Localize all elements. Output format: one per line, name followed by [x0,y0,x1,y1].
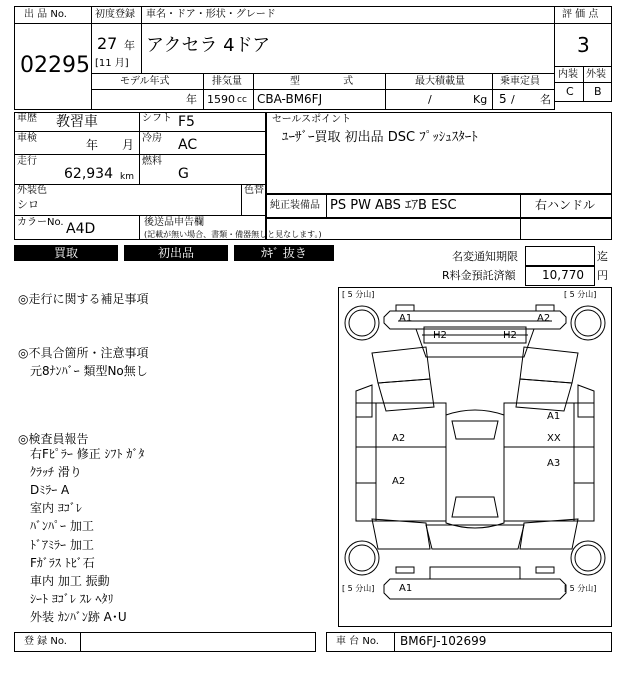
displacement-label: 排気量 [212,76,242,87]
mileage-unit: km [120,172,134,182]
mark-front-right: A2 [537,313,551,324]
deadline-label: 名変通知期限 [452,250,518,263]
max-load-label: 最大積載量 [415,76,465,87]
tag-buyback: 買取 [14,245,118,261]
ext-color-value: シロ [17,198,39,211]
evaluation-label: 評 価 点 [562,9,599,20]
blank-right-box [266,218,612,240]
mark-hood-left: H2 [433,330,447,341]
exterior-label: 外装 [586,69,606,80]
aftermarket-note: (記載が無い場合、書類・備器無しと見なします。) [144,230,322,239]
mark-hood-right: H2 [503,330,517,341]
tag-first-listing: 初出品 [124,245,228,261]
tire-fl-label: [ 5 分山] [342,290,375,299]
report-line-3: Dﾐﾗｰ A [30,483,70,497]
first-registration-month: [11 月] [95,58,129,69]
report-line-1: 右Fﾋﾟﾗｰ 修正 ｼﾌﾄ ｶﾞﾀ [30,447,145,461]
mark-left-lower: A2 [392,476,406,487]
shift-label: シフト [142,113,172,124]
capacity-label: 乗車定員 [500,76,540,87]
aftermarket-label: 後送品申告欄 [144,217,204,228]
report-line-5: ﾊﾞﾝﾊﾟｰ 加工 [30,519,94,533]
defects-title: ◎不具合箇所・注意事項 [18,346,149,360]
capacity-unit: 名 [540,93,551,106]
first-registration-label: 初度登録 [95,9,135,20]
exterior-grade: B [594,85,602,98]
lot-number: 02295 [20,53,90,78]
year-unit: 年 [124,39,135,52]
recycle-unit: 円 [597,269,608,282]
model-year-unit: 年 [186,93,197,106]
color-change-label: 色替 [244,185,264,196]
mark-front-left: A1 [399,313,413,324]
mark-right-xx: XX [547,433,561,444]
lot-number-label: 出 品 No. [24,9,67,20]
mark-right-a3: A3 [547,458,561,469]
sales-point-label: セールスポイント [272,114,352,125]
type-label: 型 式 [290,76,354,87]
mileage-value: 62,934 [64,166,113,182]
report-line-4: 室内 ﾖｺﾞﾚ [30,501,82,515]
report-line-2: ｸﾗｯﾁ 滑り [30,465,82,479]
mark-right-a1: A1 [547,411,561,422]
tire-rr-label: [ 5 分山] [564,584,597,593]
evaluation-score: 3 [577,33,590,57]
equipment-label: 純正装備品 [270,200,320,211]
fuel-value: G [178,166,189,182]
interior-label: 内装 [558,69,578,80]
car-diagram [338,287,612,627]
inspection-year-unit: 年 [86,138,99,152]
tag-key-removed: ｶｷﾞ 抜き [234,245,334,261]
capacity-slash: / [511,93,515,106]
history-value: 教習車 [56,114,98,130]
fuel-label: 燃料 [142,156,162,167]
history-label: 車歴 [17,113,37,124]
equipment-value: PS PW ABS ｴｱB ESC [330,198,457,213]
inspection-label: 車検 [17,133,37,144]
color-no-label: カラーNo. [17,217,64,228]
info-grid [14,112,266,216]
report-line-7: Fｶﾞﾗｽ ﾄﾋﾞ石 [30,556,95,570]
chassis-no-value: BM6FJ-102699 [400,634,487,648]
registration-no-label: 登 録 No. [24,636,67,647]
steering-value: 右ハンドル [535,198,596,212]
inspector-report-title: ◎検査員報告 [18,432,89,446]
mark-left-upper: A2 [392,433,406,444]
chassis-no-label: 車 台 No. [336,636,379,647]
capacity-value: 5 [499,92,507,106]
driving-notes-title: ◎走行に関する補足事項 [18,292,149,306]
interior-grade: C [566,85,574,98]
first-registration-year: 27 [97,34,118,53]
displacement-value: 1590 [207,93,235,106]
report-line-6: ﾄﾞｱﾐﾗｰ 加工 [30,538,94,552]
color-no-value: A4D [66,221,96,237]
mileage-label: 走行 [17,156,37,167]
report-line-8: 車内 加工 振動 [30,574,110,588]
ac-label: 冷房 [142,133,162,144]
displacement-unit: cc [237,95,247,105]
ext-color-label: 外装色 [17,185,47,196]
deadline-box [525,246,595,266]
sales-point-text: ﾕｰｻﾞｰ買取 初出品 DSC ﾌﾟｯｼｭｽﾀｰﾄ [282,130,478,145]
model-year-label: モデル年式 [120,76,170,87]
recycle-value: 10,770 [542,268,584,282]
shift-value: F5 [178,114,195,130]
max-load-slash: / [428,93,432,106]
deadline-unit: 迄 [597,250,608,263]
inspection-month-unit: 月 [122,138,135,152]
car-name-label: 車名・ドア・形状・グレード [146,9,276,20]
recycle-label: R料金預託済額 [442,269,516,282]
type-code: CBA-BM6FJ [257,92,323,106]
car-name: アクセラ 4ドア [146,35,271,56]
report-line-9: ｼｰﾄ ﾖｺﾞﾚ ｽﾚ ﾍﾀﾘ [30,592,114,606]
tire-fr-label: [ 5 分山] [564,290,597,299]
report-line-10: 外装 ｶﾝﾊﾞﾝ跡 A･U [30,610,127,624]
ac-value: AC [178,137,198,153]
defects-line-1: 元8ﾅﾝﾊﾞｰ 類型No無し [30,364,148,378]
mark-rear-left: A1 [399,583,413,594]
tire-rl-label: [ 5 分山] [342,584,375,593]
max-load-unit: Kg [473,93,488,106]
